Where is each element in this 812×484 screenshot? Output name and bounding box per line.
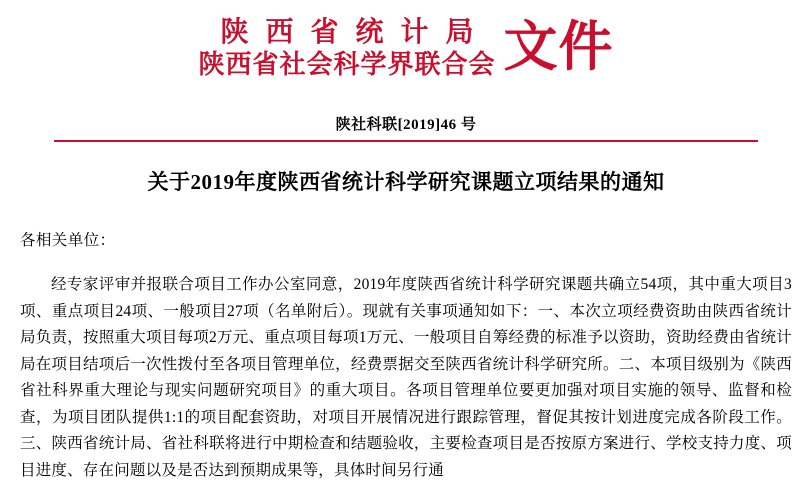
document-body [20, 272, 792, 484]
masthead-inner [198, 18, 613, 79]
page-title: 关于2019年度陕西省统计科学研究课题立项结果的通知 [147, 170, 665, 194]
body-paragraph: 经专家评审并报联合项目工作办公室同意，2019年度陕西省统计科学研究课题共确立54项，其中重大项目3项、重点项目24项、一般项目27项（名单附后）。现就有关事项通知如下：一、本次立项经费资助由陕西省统计局负责，按照重大项目每项2万元、重点项目每项1万元、一般项目自筹经费的标准予以资助，资助经费由省统计局在项目结项后一次性拨付至各项目管理单位，经费票据交至陕西省统计科学研究所。二、本项目级别为《陕西省社科界重大理论与现实问题研究项目》的重大项目。各项目管理单位要更加强对项目实施的领导、监督和检查，为项目团队提供1:1的项目配套资助，对项目开展情况进行跟踪管理，督促其按计划进度完成各阶段工作。三、陕西省统计局、省社科联将进行中期检查和结题验收，主要检查项目是否按原方案进行、学校支持力度、项目进度、存在问题以及是否达到预期成果等，具体时间另行通 [20, 276, 792, 479]
issuer-line-primary: 陕 西 省 统 计 局 [220, 17, 479, 48]
document-masthead [0, 18, 812, 79]
masthead-document-word: 文件 [503, 16, 614, 77]
salutation-line: 各相关单位： [20, 232, 116, 249]
masthead-divider-rule [54, 140, 758, 142]
document-serial-number: 陕社科联[2019]46 号 [335, 117, 477, 133]
issuer-name-block [198, 18, 495, 79]
issuer-line-secondary: 陕西省社会科学界联合会 [198, 50, 496, 80]
